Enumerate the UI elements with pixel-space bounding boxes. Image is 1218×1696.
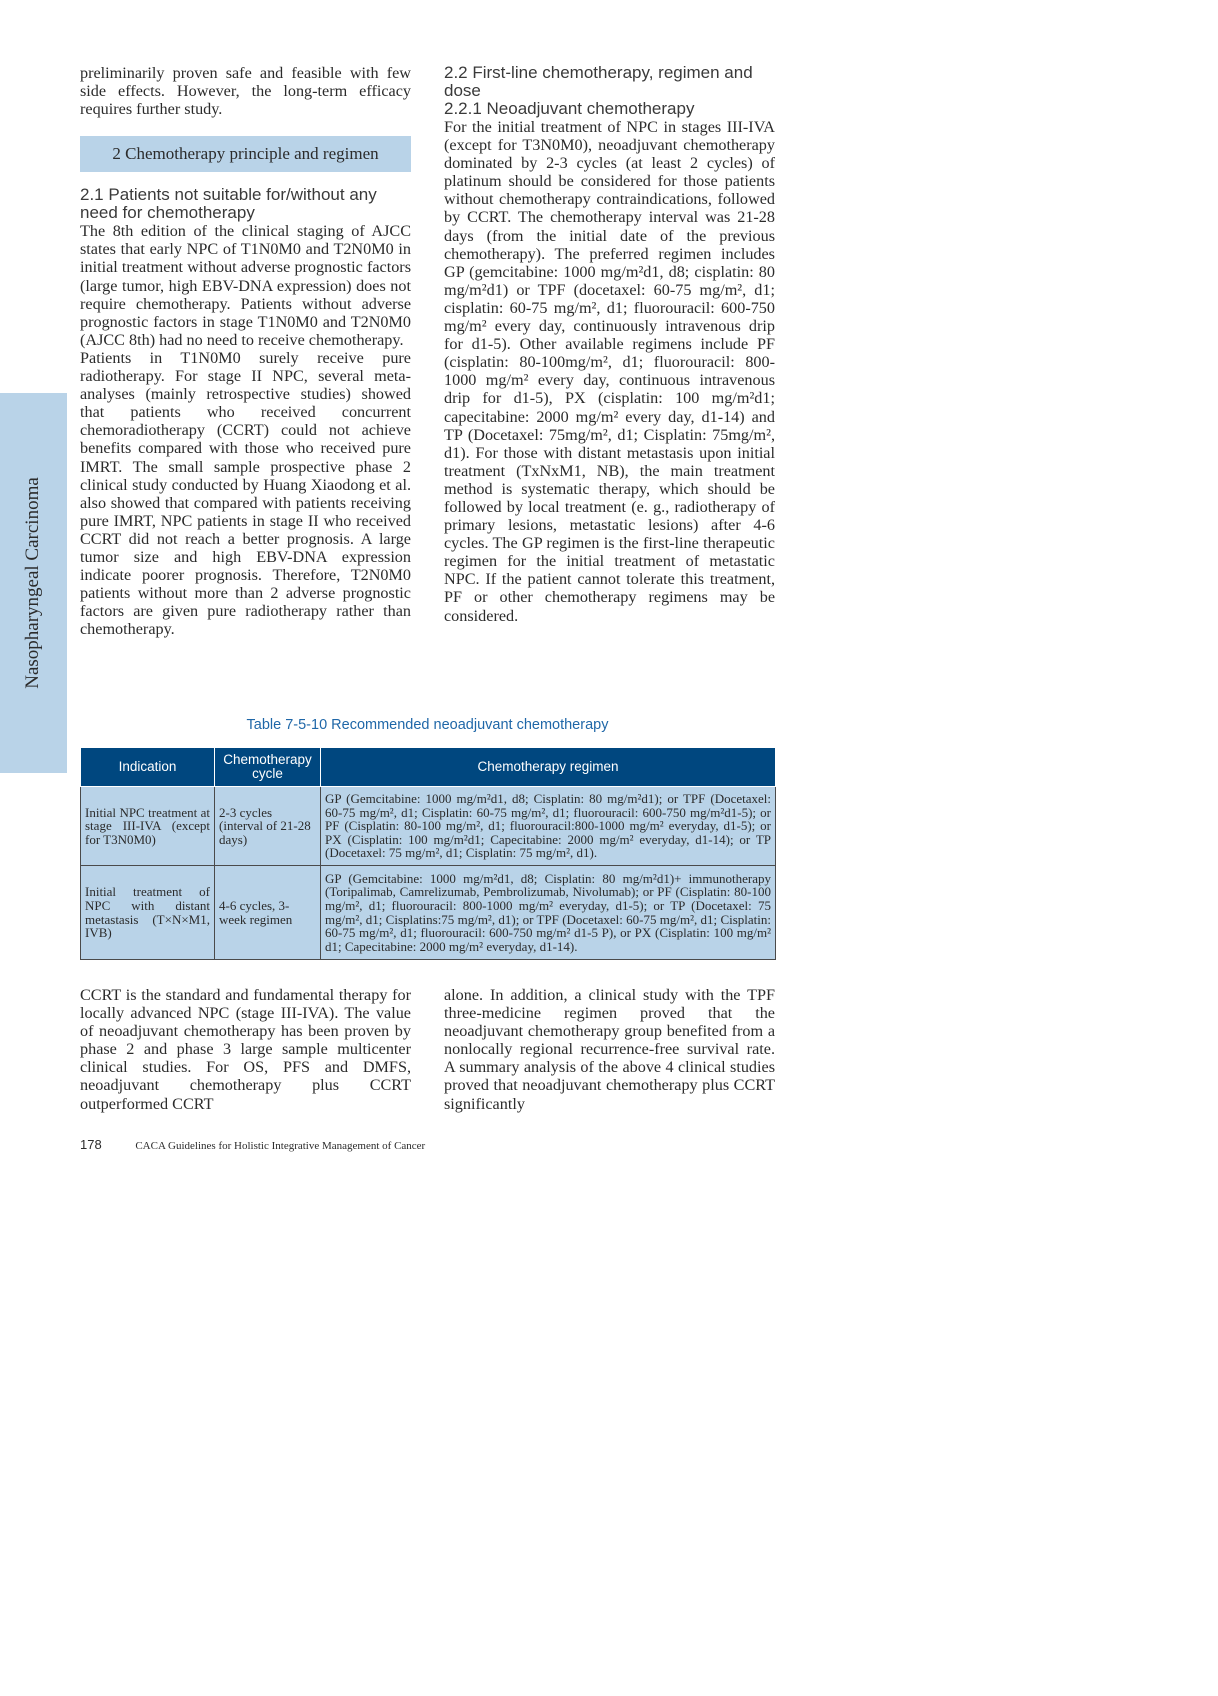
- regimen-table: [80, 747, 776, 960]
- page-footer: [80, 1137, 425, 1152]
- section-heading-box: [80, 136, 411, 172]
- subsection-2-2-1-title: 2.2.1 Neoadjuvant chemotherapy: [444, 99, 695, 118]
- bottom-left-column: [80, 986, 411, 1113]
- subsection-2-1-title: 2.1 Patients not suitable for/without any need for chemotherapy: [80, 185, 377, 223]
- table-cell-cycle: 2-3 cycles (interval of 21-28 days): [215, 787, 321, 866]
- column-header: Indication: [81, 748, 215, 787]
- intro-paragraph: preliminarily proven safe and feasible with few side effects. However, the long-term efficacy requires further study.: [80, 64, 411, 119]
- table-row: [81, 787, 776, 866]
- subsection-2-2-title: 2.2 First-line chemotherapy, regimen and dose: [444, 63, 753, 100]
- bottom-right-column: [444, 986, 775, 1113]
- right-column: [444, 64, 775, 625]
- side-tab-label: Nasopharyngeal Carcinoma: [22, 477, 43, 689]
- table-row: [81, 866, 776, 960]
- column-header: Chemotherapy regimen: [321, 748, 776, 787]
- paragraph: For the initial treatment of NPC in stages III-IVA (except for T3N0M0), neoadjuvant chemotherapy dominated by 2-3 cycles (at least 2 cycles) of platinum should be considered for those patients without chemotherapy contraindications, followed by CCRT. The chemotherapy interval was 21-28 days (from the initial date of the previous chemotherapy). The preferred regimen includes GP (gemcitabine: 1000 mg/m²d1, d8; cisplatin: 80 mg/m²d1) or TPF (docetaxel: 60-75 mg/m², d1; cisplatin: 60-75 mg/m², d1; fluorouracil: 600-750 mg/m² every day, continuously intravenous drip for d1-5). Other available regimens include PF (cisplatin: 80-100mg/m², d1; fluorouracil: 800-1000 mg/m² every day, continuous intravenous drip for d1-5), PX (cisplatin: 100 mg/m²d1; capecitabine: 2000 mg/m² every day, d1-14) and TP (Docetaxel: 75mg/m², d1; Cisplatin: 75mg/m², d1). For those with distant metastasis upon initial treatment (TxNxM1, NB), the main treatment method is systematic therapy, which should be followed by local treatment (e. g., radiotherapy of primary lesions, metastatic lesions) after 4-6 cycles. The GP regimen is the first-line therapeutic regimen for the initial treatment of metastatic NPC. If the patient cannot tolerate this treatment, PF or other chemotherapy regimens may be considered.: [444, 118, 775, 625]
- column-header: Chemotherapy cycle: [215, 748, 321, 787]
- page-number: 178: [80, 1137, 102, 1152]
- table-header-row: [81, 748, 776, 787]
- table-cell-regimen: GP (Gemcitabine: 1000 mg/m²d1, d8; Cisplatin: 80 mg/m²d1); or TPF (Docetaxel: 60-75 mg/m², d1; Cisplatin: 60-75 mg/m², d1; fluorouracil: 600-750 mg/m²d1-5); or PF (Cisplatin: 80-100 mg/m², d1; fluorouracil:800-1000 mg/m² everyday, d1-5); or PX (Cisplatin: 100 mg/m²d1; Capecitabine: 2000 mg/m² everyday, d1-14); or TP (Docetaxel: 75 mg/m², d1; Cisplatin: 75 mg/m², d1).: [321, 787, 776, 866]
- table-cell-cycle: 4-6 cycles, 3-week regimen: [215, 866, 321, 960]
- paragraph: alone. In addition, a clinical study with the TPF three-medicine regimen proved that the neoadjuvant chemotherapy group benefited from a nonlocally regional recurrence-free survival rate. A summary analysis of the above 4 clinical studies proved that neoadjuvant chemotherapy plus CCRT significantly: [444, 986, 775, 1113]
- paragraph: The 8th edition of the clinical staging of AJCC states that early NPC of T1N0M0 and T2N0M0 in initial treatment without adverse prognostic factors (large tumor, high EBV-DNA expression) does not require chemotherapy. Patients without adverse prognostic factors in stage T1N0M0 and T2N0M0 (AJCC 8th) had no need to receive chemotherapy.: [80, 222, 411, 349]
- table-cell-regimen: GP (Gemcitabine: 1000 mg/m²d1, d8; Cisplatin: 80 mg/m²d1)+ immunotherapy (Toripalimab, Camrelizumab, Pembrolizumab, Nivolumab); or PF (Cisplatin: 80-100 mg/m², d1; fluorouracil: 800-1000 mg/m² everyday, d1-5); or TP (Docetaxel: 75 mg/m², d1; Cisplatins:75 mg/m², d1); or TPF (Docetaxel: 60-75 mg/m², d1; Cisplatin: 60-75 mg/m², d1; fluorouracil: 600-750 mg/m² d1-5 P), or PX (Cisplatin: 100 mg/m² d1; Capecitabine: 2000 mg/m² everyday, d1-14).: [321, 866, 776, 960]
- book-title: CACA Guidelines for Holistic Integrative Management of Cancer: [135, 1140, 426, 1152]
- table-caption: Table 7-5-10 Recommended neoadjuvant chemotherapy: [246, 717, 609, 733]
- table-cell-indication: Initial treatment of NPC with distant metastasis (T×N×M1, IVB): [81, 866, 215, 960]
- table-cell-indication: Initial NPC treatment at stage III-IVA (except for T3N0M0): [81, 787, 215, 866]
- paragraph: CCRT is the standard and fundamental therapy for locally advanced NPC (stage III-IVA). The value of neoadjuvant chemotherapy has been proven by phase 2 and phase 3 large sample multicenter clinical studies. For OS, PFS and DMFS, neoadjuvant chemotherapy plus CCRT outperformed CCRT: [80, 986, 411, 1113]
- left-column: [80, 64, 411, 638]
- section-heading: 2 Chemotherapy principle and regimen: [112, 144, 379, 164]
- paragraph: Patients in T1N0M0 surely receive pure radiotherapy. For stage II NPC, several meta-analyses (mainly retrospective studies) showed that patients who received concurrent chemoradiotherapy (CCRT) could not achieve benefits compared with those who received pure IMRT. The small sample prospective phase 2 clinical study conducted by Huang Xiaodong et al. also showed that compared with patients receiving pure IMRT, NPC patients in stage II who received CCRT did not reach a better prognosis. A large tumor size and high EBV-DNA expression indicate poorer prognosis. Therefore, T2N0M0 patients without more than 2 adverse prognostic factors are given pure radiotherapy rather than chemotherapy.: [80, 348, 411, 639]
